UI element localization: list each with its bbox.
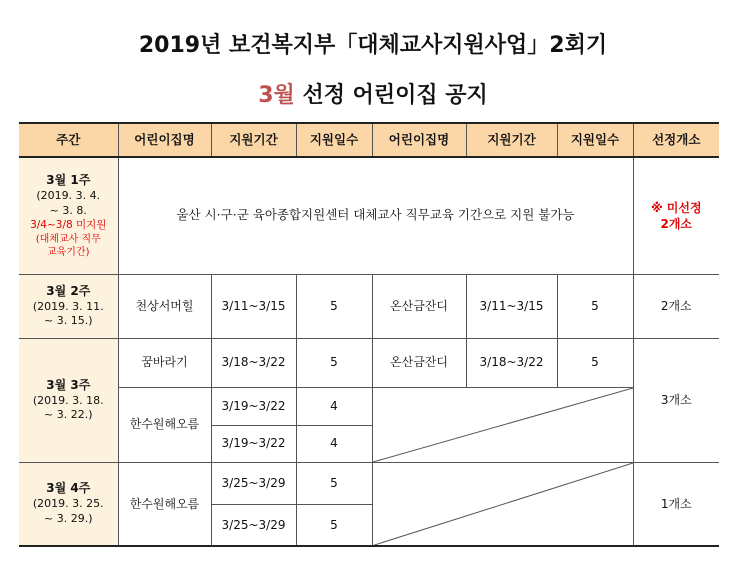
week2-days-1: 5 bbox=[296, 274, 372, 338]
header-days-1: 지원일수 bbox=[296, 123, 372, 157]
week1-row bbox=[19, 157, 719, 274]
week1-note-3: 교육기간) bbox=[46, 247, 90, 259]
header-week: 주간 bbox=[19, 123, 118, 157]
header-period-2: 지원기간 bbox=[466, 123, 557, 157]
week3-label: 3월 3주 bbox=[46, 377, 91, 392]
week2-range-start: (2019. 3. 11. bbox=[32, 299, 104, 313]
week1-range-end: ~ 3. 8. bbox=[49, 203, 87, 217]
week4-range-end: ~ 3. 29.) bbox=[44, 512, 93, 526]
week3-period-2: 3/18~3/22 bbox=[466, 338, 557, 387]
diagonal-line bbox=[373, 388, 633, 462]
week3-range-end: ~ 3. 22.) bbox=[44, 408, 93, 422]
week4-days-1b: 5 bbox=[296, 504, 372, 546]
week3-center-2: 온산금잔디 bbox=[372, 338, 466, 387]
week3-days-1b: 4 bbox=[296, 387, 372, 425]
week4-label: 3월 4주 bbox=[46, 481, 91, 496]
header-days-2: 지원일수 bbox=[557, 123, 633, 157]
week4-cell bbox=[19, 462, 118, 546]
week4-row-1 bbox=[19, 462, 719, 504]
week1-selected-count: 2개소 bbox=[660, 216, 693, 231]
week2-cell bbox=[19, 274, 118, 338]
week4-center-1: 한수원해오름 bbox=[118, 462, 211, 546]
week1-selected-note: ※ 미선정 bbox=[650, 200, 702, 215]
week3-period-1: 3/18~3/22 bbox=[211, 338, 296, 387]
header-selected: 선정개소 bbox=[633, 123, 719, 157]
week3-range-start: (2019. 3. 18. bbox=[32, 393, 104, 407]
week1-cell bbox=[19, 157, 118, 274]
week1-note-2: (대체교사 직무 bbox=[35, 233, 101, 245]
header-period-1: 지원기간 bbox=[211, 123, 296, 157]
week4-empty-diagonal bbox=[372, 462, 633, 546]
diagonal-line-2 bbox=[373, 463, 633, 546]
week3-cell bbox=[19, 338, 118, 462]
week2-period-2: 3/11~3/15 bbox=[466, 274, 557, 338]
week3-days-1c: 4 bbox=[296, 425, 372, 462]
week3-days-2: 5 bbox=[557, 338, 633, 387]
subtitle-month: 3월 bbox=[258, 83, 295, 108]
week1-notice: 울산 시·구·군 육아종합지원센터 대체교사 직무교육 기간으로 지원 불가능 bbox=[118, 157, 633, 274]
header-center-1: 어린이집명 bbox=[118, 123, 211, 157]
week1-range-start: (2019. 3. 4. bbox=[36, 188, 101, 202]
week4-selected: 1개소 bbox=[633, 462, 719, 546]
subtitle-rest: 선정 어린이집 공지 bbox=[302, 83, 488, 108]
week2-selected: 2개소 bbox=[633, 274, 719, 338]
page-title: 2019년 보건복지부「대체교사지원사업」2회기 bbox=[138, 33, 608, 58]
week3-period-1c: 3/19~3/22 bbox=[211, 425, 296, 462]
week3-days-1: 5 bbox=[296, 338, 372, 387]
week4-period-1: 3/25~3/29 bbox=[211, 462, 296, 504]
week3-empty-diagonal bbox=[372, 387, 633, 462]
week3-row-1 bbox=[19, 338, 719, 387]
week2-center-1: 천상서머힐 bbox=[118, 274, 211, 338]
week2-period-1: 3/11~3/15 bbox=[211, 274, 296, 338]
week2-label: 3월 2주 bbox=[46, 283, 91, 298]
week1-selected bbox=[633, 157, 719, 274]
week1-note: 3/4~3/8 미지원 bbox=[30, 219, 107, 232]
week2-days-2: 5 bbox=[557, 274, 633, 338]
week4-range-start: (2019. 3. 25. bbox=[32, 497, 104, 511]
week4-days-1: 5 bbox=[296, 462, 372, 504]
week3-center-1b: 한수원해오름 bbox=[118, 387, 211, 462]
week3-period-1b: 3/19~3/22 bbox=[211, 387, 296, 425]
selection-table bbox=[19, 122, 719, 547]
page-subtitle bbox=[0, 78, 746, 109]
week2-range-end: ~ 3. 15.) bbox=[44, 314, 93, 328]
week3-center-1: 꿈바라기 bbox=[118, 338, 211, 387]
header-center-2: 어린이집명 bbox=[372, 123, 466, 157]
week2-center-2: 온산금잔디 bbox=[372, 274, 466, 338]
week1-label: 3월 1주 bbox=[46, 172, 91, 187]
week2-row bbox=[19, 274, 719, 338]
week3-row-2 bbox=[19, 387, 719, 425]
week4-period-1b: 3/25~3/29 bbox=[211, 504, 296, 546]
week3-selected: 3개소 bbox=[633, 338, 719, 462]
header-row bbox=[19, 123, 719, 157]
